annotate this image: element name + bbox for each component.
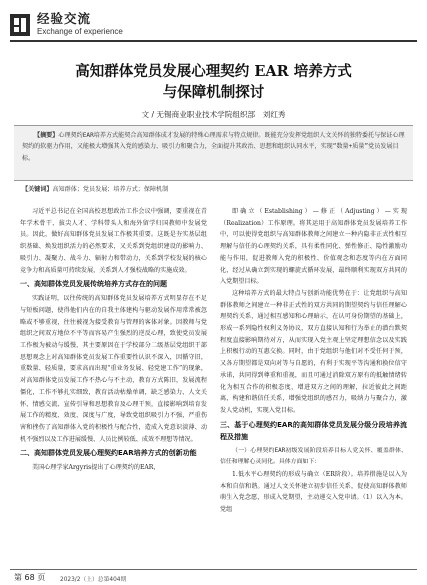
keywords-line bbox=[14, 184, 413, 193]
paragraph: （一）心理契约EAR初级发展阶段培养目标人党关怀、覆盖群体、信任和理解心灵同化。具体方面如下： bbox=[220, 447, 407, 466]
keywords-label: 【关键词】 bbox=[22, 186, 53, 193]
left-column bbox=[20, 206, 207, 474]
section-heading-1: 一、高知群体党员发展传统培养方式存在的问题 bbox=[20, 280, 167, 289]
section-heading-2: 二、高知群体党员发展心理契约EAR培养方式的创新功能 bbox=[20, 449, 197, 458]
paragraph: 1.低水平心理契约的形成与确立（ER阶段）。培养措施是以入为本和自信和谐。通过人文关怀建立初步信任关系，促使高知群体教师萌生入党念愿，形成入党期望，主动递交入党申请。（1）以入为本。党组 bbox=[220, 471, 407, 514]
footer-divider bbox=[10, 569, 417, 570]
paragraph: 实践证明，以往传统的高知群体党员发展培养方式明显存在不足与短板问题，使得他们内在的自我主体建构与驱动发展作用常常被忽略或不够重视，往往被视为接受教育与管理的客体对象。因教师与党组织之间双方地位不平等而容易产生强烈的逆反心理，致使党员发展工作极为被动与缓慢，其主要原因在于学校部分二级基层党组织干部思想观念上对高知群体党员发展工作重要性认识不深入，因循守旧，重数量、轻质量，要求高而出现“重业务发展、轻党建工作”的现象，对高知群体党员发展工作不热心与不主动，教育方式陈旧，发展流程僵化，工作不够扎实细致，教育活动枯燥单调，缺乏感染力、人文关怀、情感交流、宣传引导和思想教育及心理干预，直接影响到培育发展工作的精度、效度、深度与广度，导致党组织吸引力不强，严重伤害和挫伤了高知群体入党的积极性与配合性，造成入党意识淡薄、动机不强烈以及工作进展缓慢、人员比例较低、成效不理想等情况。 bbox=[20, 295, 207, 443]
header-divider bbox=[10, 40, 417, 42]
paragraph: 即确立（Establishing）—修正（Adjusting）—实现（Realization）工作原理。将其运用于高知群体党员发展培养工作中，可以使得党组织与高知群体教师之间建立一种内隐非正式性相互理解与信任的心理契约关系，具有柔性同化、弹性修正、隐性激励功能与作用，促进教师入党的积极性、价值观念和态度等内在方面同化，经过从确立到实现的螺旋式循环发展，最终顺利实现双方共同的入党期望目标。 bbox=[220, 208, 407, 286]
abstract-box bbox=[14, 125, 413, 181]
paragraph: 这种培养方式的最大特点与创新功能优势在于：让党组织与高知群体教师之间建立一种非正式性的双方共同的期望契约与信任理解心理契约关系，通过相互感知和心理暗示，在认可身份期望的基础上，形成一系列隐性权利义务协议，双方直接认知和行为举止的潜台默契程度直接影响期待对方，从而实现入党主观上坚定理想信念以及实践上积极行动的互惠交换。同时，由于党组织与他们对不受任何于预，又各方期望都是双向对等与自愿的，有利于实现平等沟通和换位信守承诺，共同得到尊重和重视，而且可通过消除双方原有的抵触情绪转化为相互合作的积极态度，增进双方之间的理解，拉近彼此之间距离，构建和谐信任关系，增强党组织的感召力，吸纳力与聚合力，激发人党动机，实现入党目标。 bbox=[220, 289, 407, 414]
article-title-line1: 高知群体党员发展心理契约 EAR 培养方式 bbox=[75, 63, 352, 80]
article-author: 文 / 无锡商业职业技术学院组织部 刘红秀 bbox=[141, 110, 286, 119]
page-number: 第 68 页 bbox=[14, 573, 46, 582]
keywords-text: 高知群体；党员发展；培养方式；保障机制 bbox=[52, 186, 169, 193]
abstract-label: 【摘要】 bbox=[34, 132, 59, 139]
abstract-text bbox=[22, 130, 405, 164]
column-subtitle: Exchange of experience bbox=[37, 27, 123, 36]
column-logo-icon bbox=[10, 14, 30, 36]
section-heading-3: 三、基于心理契约EAR的高知群体党员发展分级分段培养流程及措施 bbox=[220, 420, 407, 441]
paragraph: 习近平总书记在全国高校思想政治工作会议中强调，要重视在青年学术骨干、拔尖人才、学科带头人和海外留学归国教师中发展党员。因此，做好高知群体党员发展工作极其重要。这既是夯实基层组织基础、焕发组织活力的必然要求，又关系到党组织建设的影响力、吸引力、凝聚力、战斗力、辐射力和带动力，关系到学校发展的核心竞争力和高质量可持续发展，关系到人才强校战略的实施成效。 bbox=[20, 208, 207, 274]
abstract-body: 心理契约EAR培养方式能契合高知群体成才发展的特殊心理需求与特点规律。既能充分发挥党组织人文关怀的独特委托与保证心理契约的软驱力作用，又能极大增强其入党的感染力、吸引力和聚合力，全面提升其政治、思想和组织认同水平，实现“数量+质量”党员发展目标。 bbox=[22, 132, 405, 162]
right-column bbox=[220, 206, 407, 516]
article-title-line2: 与保障机制探讨 bbox=[162, 84, 265, 101]
column-title: 经验交流 bbox=[37, 11, 92, 26]
issue-info: 2023/2（上）总第404期 bbox=[60, 577, 127, 583]
paragraph: 美国心理学家Argyris提出了心理契约的EAR， bbox=[32, 464, 160, 472]
